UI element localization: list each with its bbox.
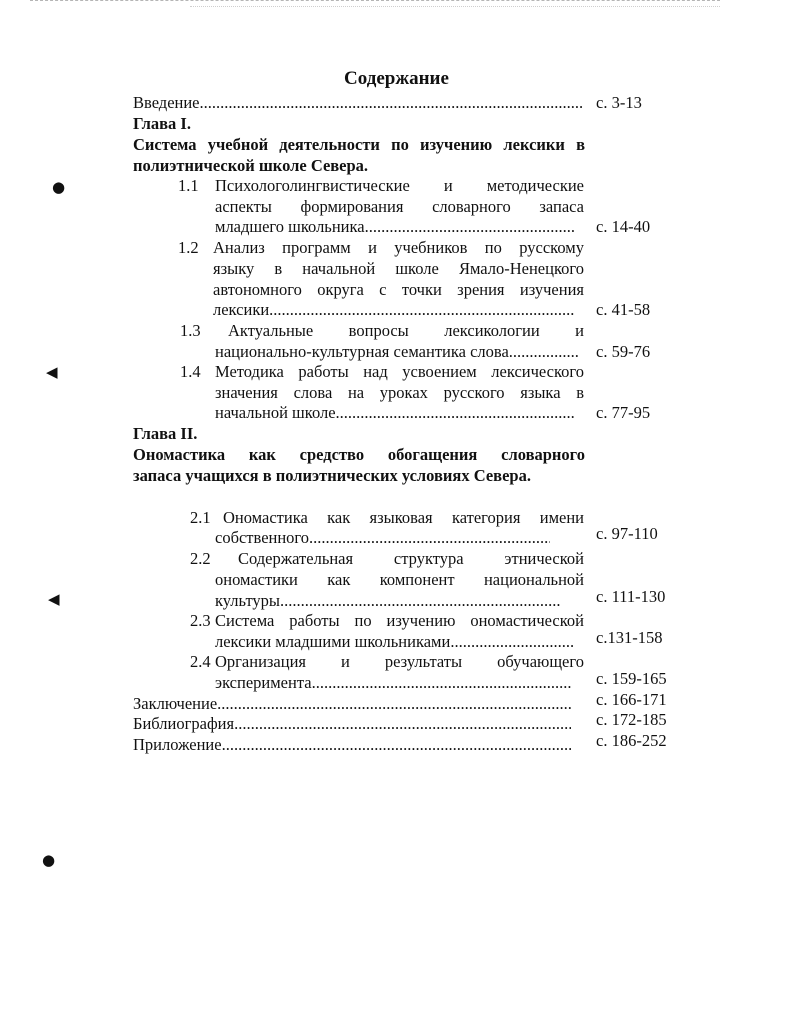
section-text-line: собственного ..... [215,528,550,548]
dot-leader [269,300,575,320]
chapter-title-line: запаса учащихся в полиэтнических условиях Севера. [133,466,531,485]
dot-leader [234,714,571,734]
toc-entry-bibliography: Библиография ..... [133,714,571,734]
binder-hole-mark-icon: ◀ [46,363,58,381]
section-text-line: лексики ..... [213,300,575,320]
section-text-line: лексики младшими школьниками ..... [215,632,575,652]
dot-leader [217,694,571,714]
section-text-line: младшего школьника ..... [215,217,575,237]
dot-leader [309,528,550,548]
page-ref: с. 172-185 [596,710,667,729]
toc-entry-label: Введение [133,93,200,112]
page-ref: с. 77-95 [596,403,651,422]
binder-hole-mark-icon: ● [52,178,66,196]
section-text-line: культуры ..... [215,591,560,611]
toc-entry-conclusion: Заключение ..... [133,694,571,714]
section-text-line: значения слова на уроках русского языка в [215,383,584,402]
scan-edge-line [30,0,720,1]
scan-edge-line [190,6,720,7]
page-ref: с. 3-13 [596,93,642,112]
section-number: 2.2 [190,549,211,568]
dot-leader [336,403,575,423]
page-title: Содержание [344,68,449,89]
page-ref: с. 111-130 [596,587,666,606]
chapter-heading: Глава Ι. [133,114,191,133]
toc-entry-appendix: Приложение ..... [133,735,571,755]
section-text-line: языку в начальной школе Ямало-Ненецкого [213,259,584,278]
binder-hole-mark-icon: ● [42,851,56,869]
page-ref: с. 41-58 [596,300,651,319]
chapter-heading: Глава ΙΙ. [133,424,198,443]
dot-leader [312,673,572,693]
binder-hole-mark-icon: ◀ [48,590,60,608]
section-text-line: Ономастика как языковая категория имени [223,508,584,527]
page-ref: с. 14-40 [596,217,651,236]
section-number: 1.2 [178,238,199,257]
section-text-line: эксперимента ..... [215,673,572,693]
section-text-line: Содержательная структура этнической [238,549,584,568]
chapter-title-line: полиэтнической школе Севера. [133,156,369,175]
chapter-title-line: Ономастика как средство обогащения словарного [133,445,585,464]
section-number: 2.4 [190,652,211,671]
page-ref: с. 97-110 [596,524,658,543]
section-text-line: Психологолингвистические и методические [215,176,584,195]
section-text-line: Анализ программ и учебников по русскому [213,238,584,257]
dot-leader [222,735,571,755]
section-text-line: автономного округа с точки зрения изучения [213,280,584,299]
page-ref: с. 186-252 [596,731,667,750]
page-ref: с. 166-171 [596,690,667,709]
chapter-title-line: Система учебной деятельности по изучению лексики в [133,135,585,154]
section-number: 1.1 [178,176,199,195]
section-number: 1.4 [180,362,201,381]
section-text-line: Методика работы над усвоением лексического [215,362,584,381]
dot-leader [200,93,583,113]
dot-leader [509,342,580,362]
section-number: 2.1 [190,508,211,527]
section-text-line: Система работы по изучению ономастической [215,611,584,630]
section-text-line: ономастики как компонент национальной [215,570,584,589]
dot-leader [365,217,575,237]
section-text-line: аспекты формирования словарного запаса [215,197,584,216]
section-text-line: Организация и результаты обучающего [215,652,584,671]
page-ref: с. 159-165 [596,669,667,688]
section-text-line: Актуальные вопросы лексикологии и [228,321,584,340]
page-ref: с.131-158 [596,628,663,647]
section-number: 1.3 [180,321,201,340]
page-ref: с. 59-76 [596,342,651,361]
dot-leader [450,632,575,652]
dot-leader [280,591,560,611]
section-text-line: начальной школе ..... [215,403,575,423]
section-text-line: национально-культурная семантика слова ..... [215,342,580,362]
toc-entry-intro [133,93,583,113]
section-number: 2.3 [190,611,211,630]
